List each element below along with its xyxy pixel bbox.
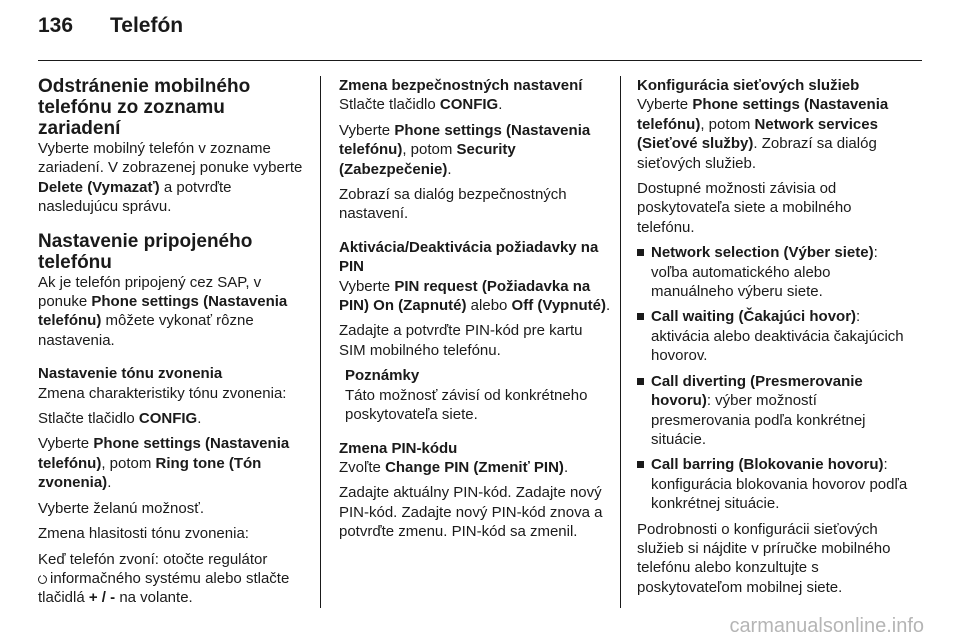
- column-3: [637, 76, 909, 603]
- menu-term: Network selection (Výber siete): [651, 244, 874, 262]
- paragraph: Zadajte aktuálny PIN-kód. Zadajte nový PIN-kód. Zadajte nový PIN-kód znova a potvrďte zmenu. PIN-kód sa zmenil.: [339, 484, 603, 541]
- menu-term: Security (Zabezpečenie): [339, 141, 516, 178]
- subsection-title-pin-request: Aktivácia/Deaktivácia požiadavky na PIN: [339, 238, 599, 276]
- bullet-icon: [637, 378, 644, 385]
- knob-icon: [38, 575, 47, 584]
- text: Vyberte mobilný telefón v zozname zariadení. V zobrazenej ponuke vyberte: [38, 140, 303, 177]
- text: informačného systému alebo stlačte tlačidlá: [38, 569, 290, 607]
- column-1: [38, 76, 310, 614]
- column-divider-2: [620, 76, 621, 608]
- text: : aktivácia alebo deaktivácia čakajúcich hovorov.: [651, 308, 904, 365]
- page-header: [38, 14, 183, 38]
- paragraph: Dostupné možnosti závisia od poskytovateľa siete a mobilného telefónu.: [637, 180, 852, 236]
- text: Stlačte tlačidlo: [38, 410, 135, 428]
- menu-term: Off (Vypnuté): [511, 297, 606, 315]
- note-title: Poznámky: [345, 367, 420, 385]
- menu-term: Phone settings (Nastavenia telefónu): [637, 96, 889, 133]
- text: a potvrďte nasledujúcu správu.: [38, 178, 232, 216]
- paragraph: Zadajte a potvrďte PIN-kód pre kartu SIM mobilného telefónu.: [339, 322, 583, 359]
- text: Ak je telefón pripojený cez SAP, v ponuke: [38, 273, 262, 311]
- menu-term: Ring tone (Tón zvonenia): [38, 454, 262, 492]
- paragraph: Zmena charakteristiky tónu zvonenia:: [38, 384, 287, 402]
- page-number: 136: [38, 14, 74, 37]
- list-item: [637, 455, 909, 513]
- paragraph: Vyberte želanú možnosť.: [38, 499, 204, 517]
- section-title-connected-phone: Nastavenie pripojeného telefónu: [38, 230, 253, 273]
- page-title: Telefón: [110, 14, 184, 37]
- text: Vyberte: [339, 277, 391, 295]
- paragraph: Zobrazí sa dialóg bezpečnostných nastavení.: [339, 186, 567, 223]
- text: . Zobrazí sa dialóg sieťových služieb.: [637, 135, 877, 172]
- note-box: [345, 366, 611, 424]
- menu-term: Call diverting (Presmerovanie hovoru): [651, 372, 863, 410]
- paragraph: [38, 273, 310, 351]
- button-term: CONFIG: [138, 410, 198, 428]
- menu-term: Phone settings (Nastavenia telefónu): [339, 121, 591, 159]
- menu-term: Change PIN (Zmeniť PIN): [385, 458, 564, 476]
- text: : výber možností presmerovania podľa konkrétnej situácie.: [651, 392, 866, 448]
- text: Vyberte: [637, 96, 689, 114]
- menu-term: Phone settings (Nastavenia telefónu): [38, 293, 288, 330]
- menu-term: Network services (Sieťové služby): [637, 115, 878, 153]
- menu-term: Phone settings (Nastavenia telefónu): [38, 435, 290, 472]
- menu-term: Delete (Vymazať): [38, 178, 160, 196]
- text: , potom: [700, 115, 751, 133]
- text: : konfigurácia blokovania hovorov podľa konkrétnej situácie.: [651, 456, 908, 513]
- menu-term: PIN request (Požiadavka na PIN) On (Zapnuté): [339, 277, 591, 315]
- text: Vyberte: [38, 435, 90, 453]
- paragraph: Zmena hlasitosti tónu zvonenia:: [38, 525, 249, 543]
- paragraph: Stlačte tlačidlo CONFIG.: [339, 96, 503, 114]
- paragraph: Stlačte tlačidlo CONFIG.: [38, 410, 202, 428]
- text: , potom: [101, 454, 152, 472]
- watermark: carmanualsonline.info: [729, 615, 924, 637]
- menu-term: Call barring (Blokovanie hovoru): [651, 456, 884, 474]
- text: alebo: [470, 297, 508, 315]
- column-divider-1: [320, 76, 321, 608]
- note-text: Táto možnosť závisí od konkrétneho poskytovateľa siete.: [345, 386, 588, 424]
- list-item: [637, 372, 909, 450]
- section-title-remove-phone: Odstránenie mobilného telefónu zo zoznamu zariadení: [38, 76, 251, 139]
- header-rule: [38, 60, 922, 61]
- subsection-title-ringtone: Nastavenie tónu zvonenia: [38, 365, 223, 383]
- subsection-title-network-services: Konfigurácia sieťových služieb: [637, 77, 860, 94]
- options-list: [637, 243, 909, 513]
- paragraph: [38, 139, 310, 217]
- text: na volante.: [119, 589, 193, 607]
- text: , potom: [402, 141, 453, 159]
- bullet-icon: [637, 249, 644, 256]
- text: Keď telefón zvoní: otočte regulátor: [38, 550, 268, 568]
- paragraph: Vyberte PIN request (Požiadavka na PIN) On (Zapnuté) alebo Off (Vypnuté).: [339, 277, 611, 315]
- text: : voľba automatického alebo manuálneho výberu siete.: [651, 244, 878, 301]
- subsection-title-change-pin: Zmena PIN-kódu: [339, 439, 458, 457]
- text: Zvoľte: [339, 458, 381, 476]
- text: Vyberte: [339, 121, 391, 139]
- paragraph: Vyberte Phone settings (Nastavenia telefónu), potom Ring tone (Tón zvonenia).: [38, 435, 290, 492]
- menu-term: Call waiting (Čakajúci hovor): [651, 308, 857, 326]
- text: môžete vykonať rôzne nastavenia.: [38, 312, 254, 349]
- bullet-icon: [637, 313, 644, 320]
- paragraph: [637, 95, 909, 173]
- paragraph: Podrobnosti o konfigurácii sieťových služieb si nájdite v príručke mobilného telefónu alebo konzultujte s poskytovateľom mobilnej siete.: [637, 520, 891, 596]
- subsection-title-security: Zmena bezpečnostných nastavení: [339, 77, 583, 94]
- list-item: [637, 307, 909, 365]
- button-term: CONFIG: [439, 96, 499, 114]
- bullet-icon: [637, 461, 644, 468]
- list-item: [637, 243, 909, 301]
- column-2: [339, 76, 611, 548]
- paragraph: Vyberte Phone settings (Nastavenia telefónu), potom Security (Zabezpečenie).: [339, 121, 591, 178]
- paragraph: Zvoľte Change PIN (Zmeniť PIN).: [339, 458, 569, 476]
- text: Stlačte tlačidlo: [339, 96, 436, 114]
- button-term: + / -: [88, 589, 116, 607]
- paragraph: [38, 550, 310, 608]
